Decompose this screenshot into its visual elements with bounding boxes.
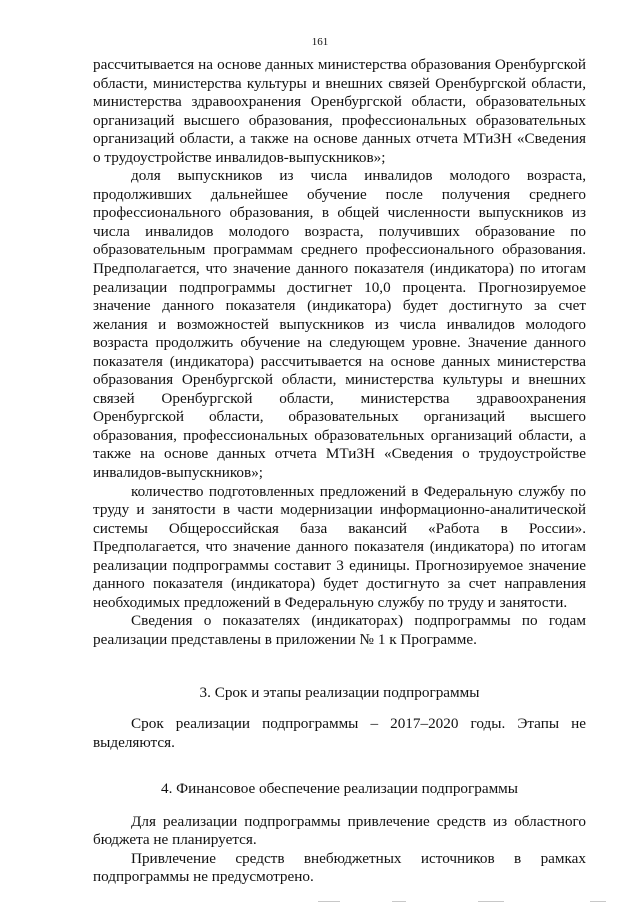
page-number: 161 [311, 36, 329, 48]
section-4-heading: 4. Финансовое обеспечение реализации подпрограммы [160, 780, 518, 798]
paragraph-graduates-share: доля выпускников из числа инвалидов молодого возраста, продолживших дальнейшее обучение после получения среднего профессионального образования, в общей численности выпускников из числа инвалидов молодого возраста, получивших образование по образовательным программам среднего профессионального образования. Предполагается, что значение данного показателя (индикатора) по итогам реализации подпрограммы достигнет 10,0 процента. Прогнозируемое значение данного показателя (индикатора) будет достигнуто за счет желания и возможностей выпускников из числа инвалидов молодого возраста продолжить обучение на следующем уровне. Значение данного показателя (индикатора) рассчитывается на основе данных министерства образования Оренбургской области, министерства культуры и внешних связей Оренбургской области, министерства здравоохранения Оренбургской области, образовательных организаций высшего образования, профессиональных образовательных организаций области, а также на основе данных отчета МТиЗН «Сведения о трудоустройстве инвалидов-выпускников»; [93, 167, 586, 482]
document-body [93, 56, 586, 887]
paragraph-annex-reference: Сведения о показателях (индикаторах) подпрограммы по годам реализации представлены в приложении № 1 к Программе. [93, 612, 586, 648]
section-3-heading: 3. Срок и этапы реализации подпрограммы [199, 683, 480, 701]
section-4-paragraph: Привлечение средств внебюджетных источников в рамках подпрограммы не предусмотрено. [93, 849, 586, 886]
section-4-paragraph: Для реализации подпрограммы привлечение средств из областного бюджета не планируется. [93, 812, 586, 849]
paragraph-indicator-methodology: рассчитывается на основе данных министерства образования Оренбургской области, министерства культуры и внешних связей Оренбургской области, министерства здравоохранения Оренбургской области, образовательных организаций высшего образования, профессиональных образовательных организаций области, а также на основе данных отчета МТиЗН «Сведения о трудоустройстве инвалидов-выпускников»; [93, 56, 586, 166]
scan-edge-marks [0, 895, 640, 905]
section-3-text: Срок реализации подпрограммы – 2017–2020 годы. Этапы не выделяются. [93, 715, 586, 751]
paragraph-proposals-count: количество подготовленных предложений в Федеральную службу по труду и занятости в части модернизации информационно-аналитической системы Общероссийская база вакансий «Работа в России». Предполагается, что значение данного показателя (индикатора) по итогам реализации подпрограммы составит 3 единицы. Прогнозируемое значение данного показателя (индикатора) будет достигнуто за счет направления необходимых предложений в Федеральную службу по труду и занятости. [93, 482, 586, 611]
